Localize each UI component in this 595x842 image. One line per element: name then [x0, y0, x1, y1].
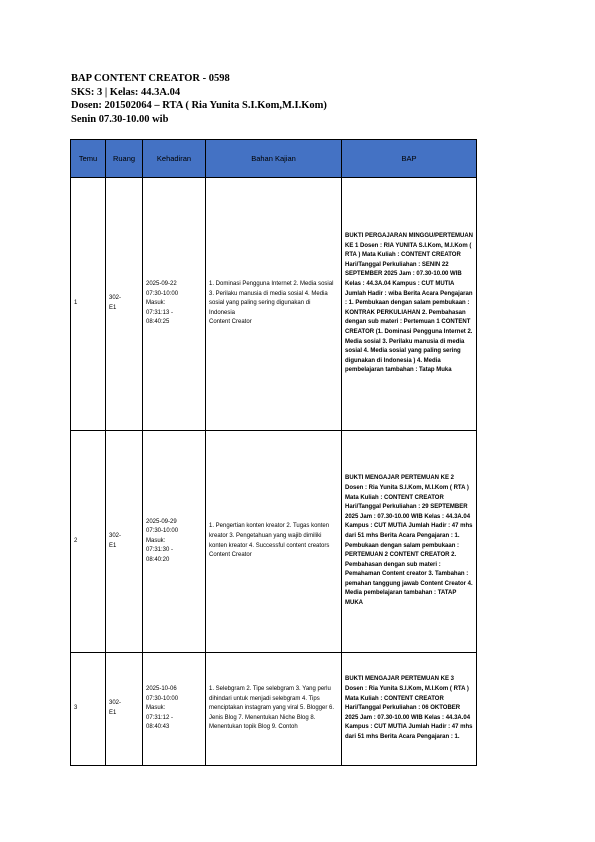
temu-cell: 2 [71, 431, 106, 653]
ruang-cell: 302- E1 [106, 431, 143, 653]
lecturer-line: Dosen: 201502064 – RTA ( Ria Yunita S.I.Kom,M.I.Kom) [71, 100, 327, 111]
column-header-ruang: Ruang [106, 140, 143, 178]
bahan-kajian-cell: 1. Pengertian konten kreator 2. Tugas konten kreator 3. Pengetahuan yang wajib dimiliki konten kreator 4. Successful content creators Content Creator [206, 431, 342, 653]
bap-cell: BUKTI MENGAJAR PERTEMUAN KE 2 Dosen : Ria Yunita S.I.Kom, M.I.Kom ( RTA ) Mata Kuliah : CONTENT CREATOR Hari/Tanggal Perkuliahan : 29 SEPTEMBER 2025 Jam : 07.30-10.00 WIB Kelas : 44.3A.04 Kampus : CUT MUTIA Jumlah Hadir : 47 mhs dari 51 mhs Berita Acara Pengajaran : 1. Pembukaan dengan salam pembukaan : PERTEMUAN 2 CONTENT CREATOR 2. Pembahasan dengan sub materi : Pemahaman Content creator 3. Tambahan : pemahan tanggung jawab Content Creator 4. Media pembelajaran tambahan : TATAP MUKA [342, 431, 477, 653]
temu-cell: 1 [71, 178, 106, 431]
bap-cell: BUKTI MENGAJAR PERTEMUAN KE 3 Dosen : Ria Yunita S.I.Kom, M.I.Kom ( RTA ) Mata Kuliah : CONTENT CREATOR Hari/Tanggal Perkuliahan : 06 OKTOBER 2025 Jam : 07.30-10.00 WIB Kelas : 44.3A.04 Kampus : CUT MUTIA Jumlah Hadir : 47 mhs dari 51 mhs Berita Acara Pengajaran : 1. [342, 653, 477, 766]
table-row [71, 431, 477, 653]
bahan-kajian-cell: 1. Selebgram 2. Tipe selebgram 3. Yang perlu dihindari untuk menjadi selebgram 4. Tips menciptakan instagram yang viral 5. Blogger 6. Jenis Blog 7. Menentukan Niche Blog 8. Menentukan topik Blog 9. Contoh [206, 653, 342, 766]
document-header [71, 72, 327, 126]
bap-table [70, 139, 477, 766]
ruang-cell: 302- E1 [106, 178, 143, 431]
column-header-temu: Temu [71, 140, 106, 178]
course-title: BAP CONTENT CREATOR - 0598 [71, 73, 230, 84]
column-header-bahan-kajian: Bahan Kajian [206, 140, 342, 178]
table-row [71, 178, 477, 431]
table-header-row [71, 140, 477, 178]
bap-cell: BUKTI PERGAJARAN MINGGU/PERTEMUAN KE 1 Dosen : RIA YUNITA S.I.Kom, M.I.Kom ( RTA ) Mata Kuliah : CONTENT CREATOR Hari/Tanggal Perkuliahan : SENIN 22 SEPTEMBER 2025 Jam : 07.30-10.00 WIB Kelas : 44.3A.04 Kampus : CUT MUTIA Jumlah Hadir : wiba Berita Acara Pengajaran : 1. Pembukaan dengan salam pembukaan : KONTRAK PERKULIAHAN 2. Pembahasan dengan sub materi : Pertemuan 1 CONTENT CREATOR (1. Dominasi Pengguna Internet 2. Media sosial 3. Perilaku manusia di media sosial 4. Media sosial yang paling sering digunakan di Indonesia ) 4. Media pembelajaran tambahan : Tatap Muka [342, 178, 477, 431]
kehadiran-cell: 2025-10-06 07:30-10:00 Masuk: 07:31:12 - 08:40:43 [143, 653, 206, 766]
table-row [71, 653, 477, 766]
kehadiran-cell: 2025-09-22 07:30-10:00 Masuk: 07:31:13 - 08:40:25 [143, 178, 206, 431]
column-header-kehadiran: Kehadiran [143, 140, 206, 178]
course-credits-class: SKS: 3 | Kelas: 44.3A.04 [71, 86, 181, 98]
temu-cell: 3 [71, 653, 106, 766]
ruang-cell: 302- E1 [106, 653, 143, 766]
schedule-line: Senin 07.30-10.00 wib [71, 113, 169, 125]
bahan-kajian-cell: 1. Dominasi Pengguna Internet 2. Media sosial 3. Perilaku manusia di media sosial 4. Media sosial yang paling sering digunakan di Indonesia Content Creator [206, 178, 342, 431]
column-header-bap: BAP [342, 140, 477, 178]
kehadiran-cell: 2025-09-29 07:30-10:00 Masuk: 07:31:30 - 08:40:20 [143, 431, 206, 653]
